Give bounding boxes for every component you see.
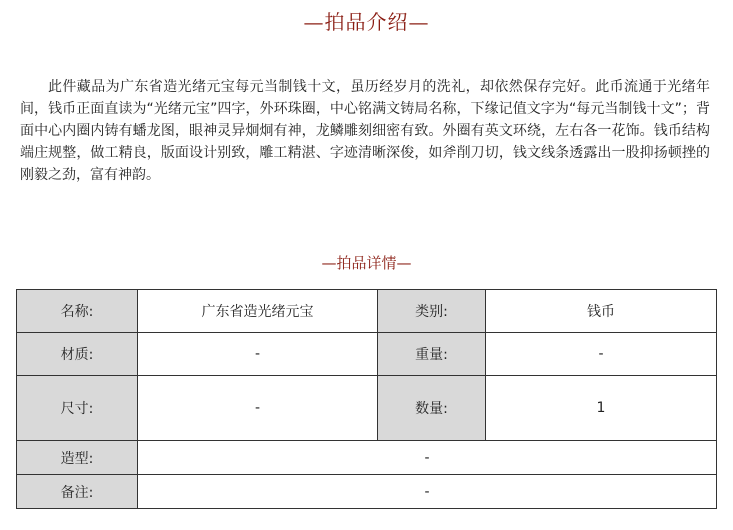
remark-value: - — [138, 475, 717, 509]
intro-paragraph: 此件藏品为广东省造光绪元宝每元当制钱十文，虽历经岁月的洗礼，却依然保存完好。此币流通于光绪年间，钱币正面直读为“光绪元宝”四字，外环珠圈，中心铭满文铸局名称，下缘记值文字为“每元当制钱十文”；背面中心内圈内铸有蟠龙图，眼神灵异炯炯有神，龙鳞雕刻细密有致。外圈有英文环绕，左右各一花饰。钱币结构端庄规整，做工精良，版面设计别致，雕工精湛、字迹清晰深俊，如斧削刀切，钱文线条透露出一股抑扬顿挫的刚毅之劲，富有神韵。 — [20, 79, 710, 183]
weight-label: 重量: — [378, 333, 486, 376]
size-label: 尺寸: — [17, 376, 138, 441]
details-table — [16, 289, 717, 509]
table-row — [17, 290, 717, 333]
quantity-label: 数量: — [378, 376, 486, 441]
table-row — [17, 333, 717, 376]
section-title-intro: —拍品介绍— — [303, 10, 430, 34]
category-label: 类别: — [378, 290, 486, 333]
category-value: 钱币 — [486, 290, 717, 333]
quantity-value: 1 — [486, 376, 717, 441]
table-row — [17, 441, 717, 475]
shape-value: - — [138, 441, 717, 475]
size-value: - — [138, 376, 378, 441]
table-row — [17, 475, 717, 509]
name-label: 名称: — [17, 290, 138, 333]
section-title-details: —拍品详情— — [321, 254, 412, 272]
weight-value: - — [486, 333, 717, 376]
material-label: 材质: — [17, 333, 138, 376]
table-row — [17, 376, 717, 441]
shape-label: 造型: — [17, 441, 138, 475]
remark-label: 备注: — [17, 475, 138, 509]
material-value: - — [138, 333, 378, 376]
name-value: 广东省造光绪元宝 — [138, 290, 378, 333]
